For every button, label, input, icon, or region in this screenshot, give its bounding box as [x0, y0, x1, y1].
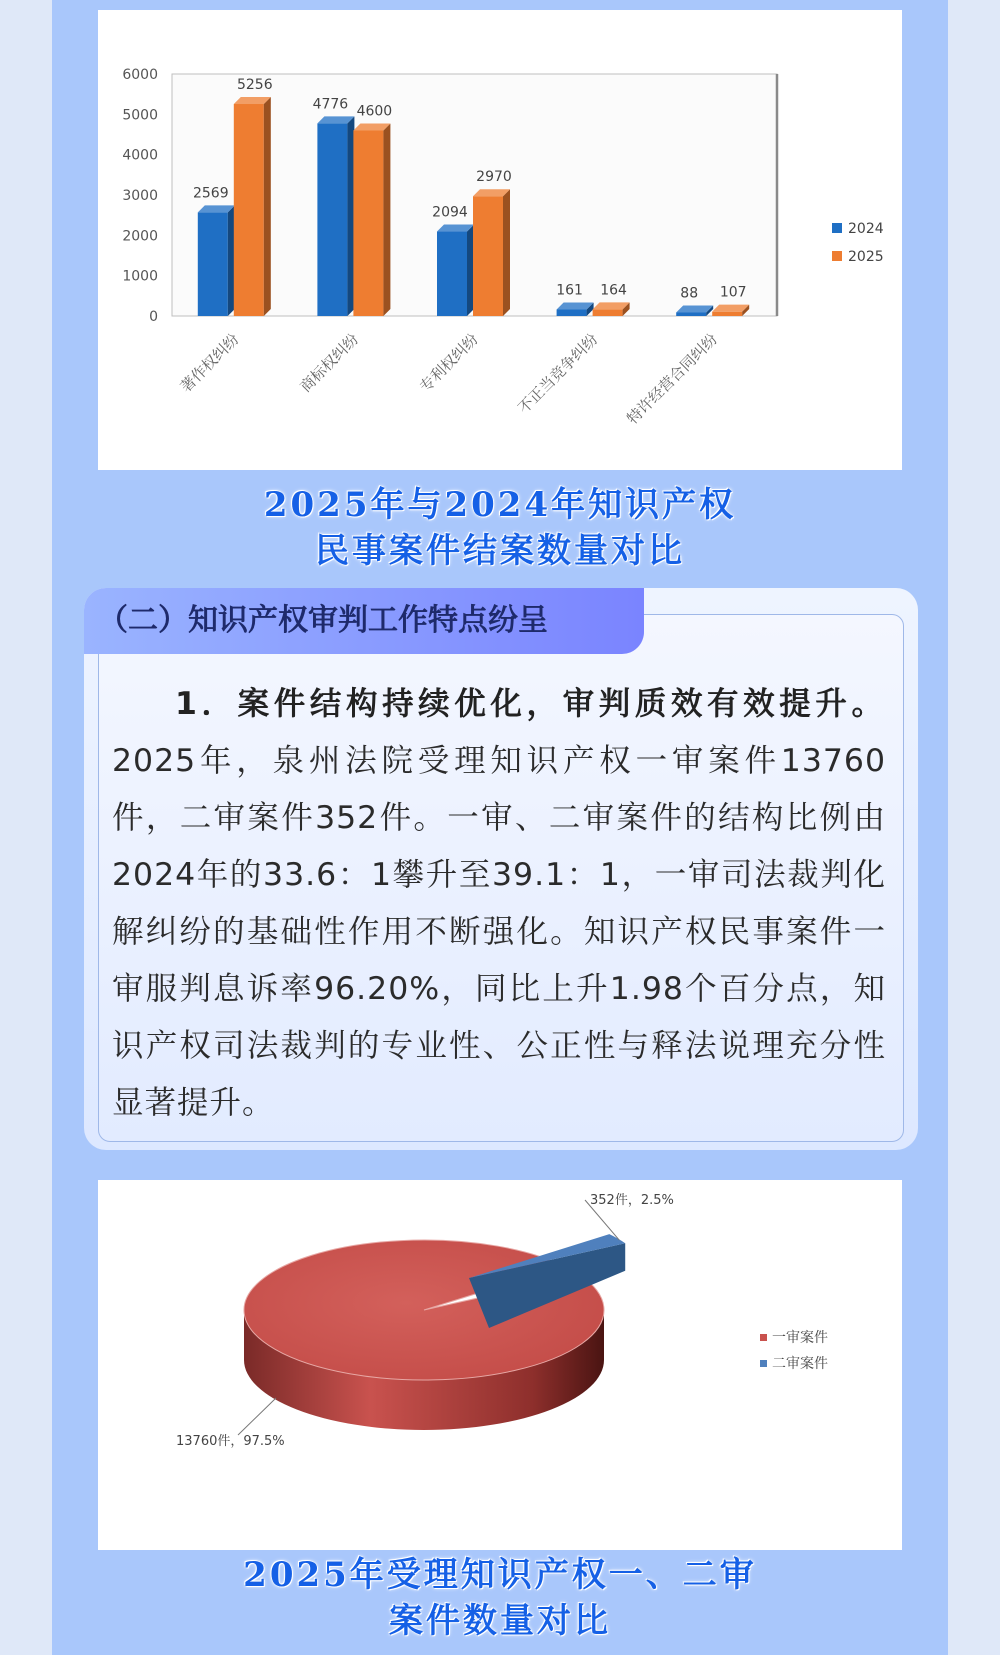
bar-side: [347, 116, 354, 316]
bar-front: [317, 123, 347, 316]
bar: [198, 205, 235, 316]
bar-side: [264, 97, 271, 316]
x-tick-label: 著作权纠纷: [176, 330, 243, 396]
bar-front: [712, 312, 742, 316]
y-tick-label: 6000: [122, 67, 158, 83]
bar: [437, 225, 474, 316]
bar-side: [503, 189, 510, 316]
section-card: [84, 588, 918, 1150]
bar-caption-line-2: 民事案件结案数量对比: [315, 531, 685, 571]
bar: [712, 305, 749, 316]
section-title: （二）知识产权审判工作特点纷呈: [84, 588, 644, 654]
x-tick-label: 商标权纠纷: [296, 330, 363, 396]
bar: [676, 305, 713, 316]
data-label: 2569: [192, 185, 229, 202]
bar: [234, 97, 271, 316]
bar-front: [676, 312, 706, 316]
y-tick-label: 2000: [122, 228, 158, 245]
pie-chart: [98, 1180, 902, 1550]
legend-swatch: [760, 1360, 767, 1367]
data-label: 107: [719, 284, 747, 301]
bar-front: [557, 310, 587, 316]
data-label: 2970: [476, 169, 512, 186]
data-label: 4776: [312, 96, 349, 113]
data-label: 164: [600, 282, 627, 299]
x-tick-label: 不正当竞争纠纷: [514, 330, 602, 418]
bar-side: [383, 123, 390, 316]
page-background: [52, 0, 948, 1655]
legend-swatch: [832, 223, 842, 233]
bar: [473, 189, 510, 316]
x-tick-label: 专利权纠纷: [416, 330, 482, 396]
pie-caption-line-1: 2025年受理知识产权一、二审: [243, 1555, 757, 1595]
bar-chart-panel: [98, 10, 902, 470]
pie-chart-panel: [98, 1180, 902, 1550]
legend-label: 2025: [848, 249, 884, 265]
bar-front: [234, 104, 264, 316]
bar: [353, 123, 390, 316]
y-tick-label: 1000: [122, 268, 158, 285]
leader-line: [238, 1398, 276, 1435]
y-tick-label: 3000: [122, 188, 158, 204]
bar-front: [353, 130, 383, 316]
data-label: 4600: [356, 103, 393, 120]
data-label: 5256: [236, 77, 273, 94]
bar: [557, 303, 594, 316]
bar-front: [473, 196, 503, 316]
bar-side: [467, 225, 474, 316]
bar-chart: [98, 10, 902, 470]
section-body-text: 2025年，泉州法院受理知识产权一审案件13760件，二审案件352件。一审、二审案件的结构比例由2024年的33.6：1攀升至39.1：1，一审司法裁判化解纠纷的基础性作用不断强化。知识产权民事案件一审服判息诉率96.20%，同比上升1.98个百分点，知识产权司法裁判的专业性、公正性与释法说理充分性显著提升。: [112, 743, 886, 1121]
y-tick-label: 4000: [122, 147, 158, 164]
bar-chart-caption: [52, 482, 948, 574]
x-tick-label: 特许经营合同纠纷: [623, 330, 722, 428]
legend-label: 二审案件: [772, 1356, 828, 1372]
pie-chart-caption: [52, 1552, 948, 1644]
y-tick-label: 0: [149, 309, 158, 325]
section-paragraph: [112, 676, 886, 1132]
legend-label: 2024: [848, 221, 884, 237]
bar-front: [198, 212, 228, 316]
legend-swatch: [832, 251, 842, 261]
bar: [593, 302, 630, 316]
bar-front: [593, 309, 623, 316]
pie-caption-line-2: 案件数量对比: [389, 1601, 611, 1641]
data-label: 88: [680, 285, 699, 302]
section-lead: 1．案件结构持续优化，审判质效有效提升。: [175, 686, 886, 722]
data-label: 2094: [432, 204, 468, 221]
bar-caption-line-1: 2025年与2024年知识产权: [263, 485, 737, 525]
legend-swatch: [760, 1334, 767, 1341]
bar-side: [228, 205, 235, 316]
bar: [317, 116, 354, 316]
bar-front: [437, 232, 467, 316]
y-tick-label: 5000: [122, 107, 158, 124]
data-label: 161: [556, 282, 583, 299]
legend-label: 一审案件: [772, 1330, 828, 1346]
pie-data-label: 13760件，97.5%: [176, 1434, 285, 1449]
pie-data-label: 352件，2.5%: [590, 1193, 674, 1208]
